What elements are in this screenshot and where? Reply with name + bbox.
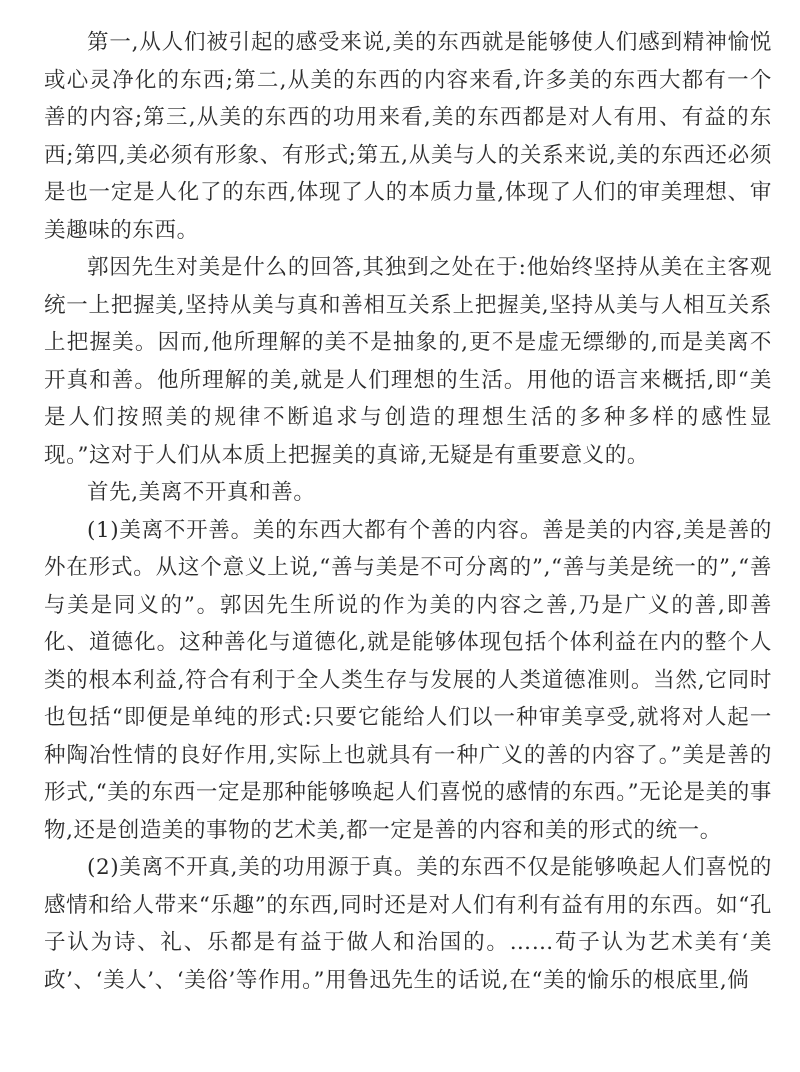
- paragraph-first-heading: 首先,美离不开真和善。: [87, 480, 316, 505]
- paragraph-five-aspects: 第一,从人们被引起的感受来说,美的东西就是能够使人们感到精神愉悦或心灵净化的东西;第二,从美的东西的内容来看,许多美的东西大都有一个善的内容;第三,从美的东西的功用来看,美的东西都是对人有用、有益的东西;第四,美必须有形象、有形式;第五,从美与人的关系来说,美的东西还必须是也一定是人化了的东西,体现了人的本质力量,体现了人们的审美理想、审美趣味的东西。: [44, 30, 772, 243]
- paragraph-guoyin-answer: 郭因先生对美是什么的回答,其独到之处在于:他始终坚持从美在主客观统一上把握美,坚持从美与真和善相互关系上把握美,坚持从美与人相互关系上把握美。因而,他所理解的美不是抽象的,更不是虚无缥缈的,而是美离不开真和善。他所理解的美,就是人们理想的生活。用他的语言来概括,即“美是人们按照美的规律不断追求与创造的理想生活的多种多样的感性显现。”这对于人们从本质上把握美的真谛,无疑是有重要意义的。: [44, 255, 772, 468]
- paragraph-beauty-and-truth: (2)美离不开真,美的功用源于真。美的东西不仅是能够唤起人们喜悦的感情和给人带来“乐趣”的东西,同时还是对人们有利有益有用的东西。如“孔子认为诗、礼、乐都是有益于做人和治国的。……荀子认为艺术美有‘美政’、‘美人’、‘美俗’等作用。”用鲁迅先生的话说,在“美的愉乐的根底里,倘: [44, 855, 772, 993]
- paragraph-beauty-and-goodness: (1)美离不开善。美的东西大都有个善的内容。善是美的内容,美是善的外在形式。从这个意义上说,“善与美是不可分离的”,“善与美是统一的”,“善与美是同义的”。郭因先生所说的作为美的内容之善,乃是广义的善,即善化、道德化。这种善化与道德化,就是能够体现包括个体利益在内的整个人类的根本利益,符合有利于全人类生存与发展的人类道德准则。当然,它同时也包括“即便是单纯的形式:只要它能给人们以一种审美享受,就将对人起一种陶冶性情的良好作用,实际上也就具有一种广义的善的内容了。”美是善的形式,“美的东西一定是那种能够唤起人们喜悦的感情的东西。”无论是美的事物,还是创造美的事物的艺术美,都一定是善的内容和美的形式的统一。: [44, 517, 772, 843]
